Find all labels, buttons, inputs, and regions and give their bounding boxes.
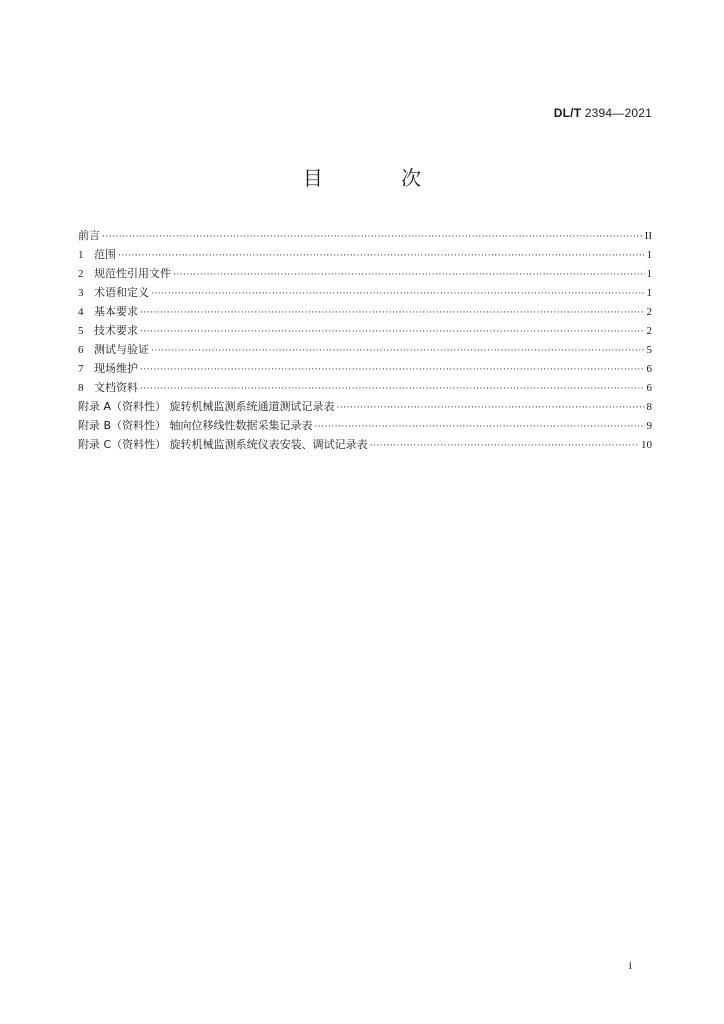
toc-entry-label: 附录 C（资料性） 旋转机械监测系统仪表安装、调试记录表: [78, 438, 368, 451]
document-code: [554, 106, 652, 120]
toc-entry-foreword[interactable]: [78, 226, 652, 245]
toc-leader-dots: [337, 399, 645, 418]
toc-entry-page: 10: [641, 439, 652, 451]
toc-entry-page: 1: [646, 287, 652, 299]
toc-entry-basic-requirements[interactable]: [78, 302, 652, 321]
toc-entry-scope[interactable]: [78, 245, 652, 264]
toc-entry-number: 8: [78, 382, 84, 394]
toc-leader-dots: [370, 437, 639, 456]
toc-entry-label: 测试与验证: [94, 343, 149, 356]
toc-entry-terms-definitions[interactable]: [78, 283, 652, 302]
toc-title: 目 次: [302, 166, 458, 190]
toc-entry-page: 5: [646, 344, 652, 356]
document-code-prefix: DL/T: [553, 106, 582, 120]
toc-entry-number: 4: [78, 306, 84, 318]
toc-leader-dots: [102, 228, 643, 247]
toc-entry-label: 基本要求: [94, 305, 138, 318]
toc-entry-appendix-a[interactable]: [78, 397, 652, 416]
toc-leader-dots: [140, 323, 645, 342]
toc-entry-appendix-c[interactable]: [78, 435, 652, 454]
toc-entry-page: II: [644, 230, 652, 242]
toc-entry-label: 技术要求: [94, 324, 138, 337]
toc-entry-label: 术语和定义: [94, 286, 149, 299]
toc-entry-testing-verification[interactable]: [78, 340, 652, 359]
toc-leader-dots: [151, 285, 645, 304]
toc-leader-dots: [140, 361, 645, 380]
toc-entry-page: 2: [646, 325, 652, 337]
toc-entry-technical-requirements[interactable]: [78, 321, 652, 340]
toc-entry-label: 前言: [78, 229, 100, 242]
toc-entry-number: 7: [78, 363, 84, 375]
page-number: i: [628, 958, 632, 972]
toc-leader-dots: [151, 342, 645, 361]
toc-entry-number: 5: [78, 325, 84, 337]
toc-entry-page: 6: [646, 363, 652, 375]
toc-entry-label: 附录 B（资料性） 轴向位移线性数据采集记录表: [78, 419, 313, 432]
toc-entry-page: 2: [646, 306, 652, 318]
toc-leader-dots: [173, 266, 645, 285]
toc-entry-page: 9: [646, 420, 652, 432]
toc-entry-field-maintenance[interactable]: [78, 359, 652, 378]
toc-entry-number: 1: [78, 249, 84, 261]
toc-entry-appendix-b[interactable]: [78, 416, 652, 435]
toc-entry-normative-references[interactable]: [78, 264, 652, 283]
document-code-number: 2394—2021: [584, 106, 652, 120]
toc-entry-page: 1: [646, 249, 652, 261]
toc-entry-label: 范围: [94, 248, 116, 261]
toc-leader-dots: [140, 304, 645, 323]
toc-entry-page: 8: [646, 401, 652, 413]
toc-entry-page: 6: [646, 382, 652, 394]
toc-entry-label: 现场维护: [94, 362, 138, 375]
toc-entry-number: 3: [78, 287, 84, 299]
toc-entry-documentation[interactable]: [78, 378, 652, 397]
toc-entry-number: 6: [78, 344, 84, 356]
toc-entry-number: 2: [78, 268, 84, 280]
toc-entry-label: 文档资料: [94, 381, 138, 394]
toc-entry-page: 1: [646, 268, 652, 280]
toc-leader-dots: [118, 247, 645, 266]
toc-entry-label: 附录 A（资料性） 旋转机械监测系统通道测试记录表: [78, 400, 335, 413]
table-of-contents: [78, 226, 652, 454]
toc-entry-label: 规范性引用文件: [94, 267, 171, 280]
